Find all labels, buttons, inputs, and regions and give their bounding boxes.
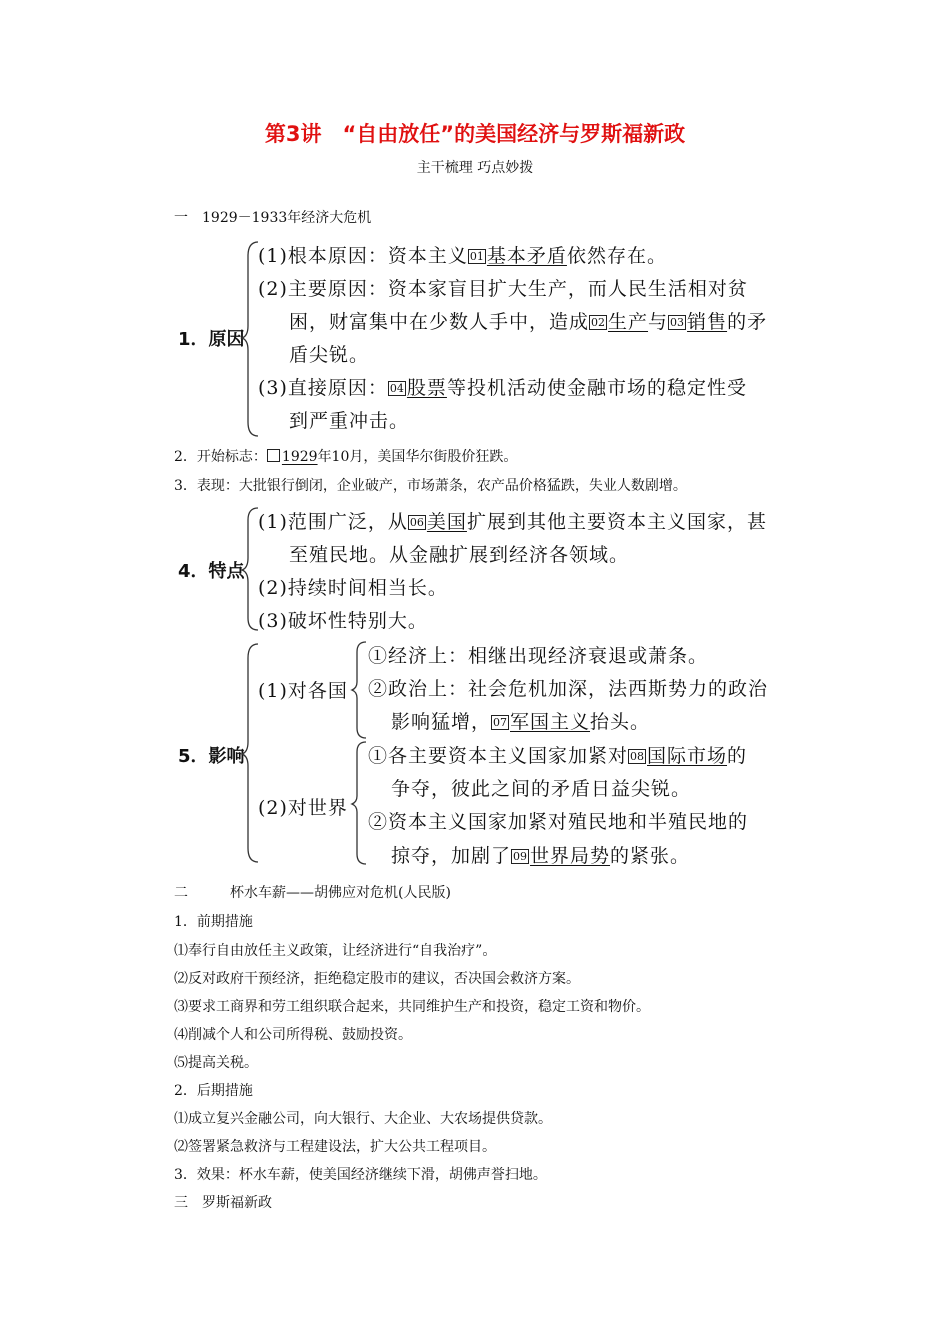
answer-box-icon xyxy=(267,449,280,462)
early-measure-2: ⑵反对政府干预经济，拒绝稳定股市的建议，否决国会救济方案。 xyxy=(174,971,580,987)
early-measure-3: ⑶要求工商界和劳工组织联合起来，共同维护生产和投资，稳定工资和物价。 xyxy=(174,999,650,1015)
late-measure-1: ⑴成立复兴金融公司，向大银行、大企业、大农场提供贷款。 xyxy=(174,1111,552,1127)
early-measure-5: ⑸提高关税。 xyxy=(174,1055,258,1071)
blank-answer-02: 生产 xyxy=(608,311,649,333)
impact-world-line-2: 争夺，彼此之间的矛盾日益尖锐。 xyxy=(391,778,692,800)
section3-heading: 三 罗斯福新政 xyxy=(174,1195,272,1211)
cause-line-4: 盾尖锐。 xyxy=(289,344,370,366)
blank-number-03: 03 xyxy=(670,316,685,329)
impact-world-text-1b: 的 xyxy=(727,745,748,767)
blank-number-07: 07 xyxy=(493,716,508,729)
blank-answer-01: 基本矛盾 xyxy=(486,245,567,267)
impact-world-text-1a: ①各主要资本主义国家加紧对 xyxy=(368,745,629,767)
impact-world-line-4 xyxy=(391,841,690,868)
blank-answer-03: 销售 xyxy=(687,311,728,333)
early-measure-4: ⑷削减个人和公司所得税、鼓励投资。 xyxy=(174,1027,412,1043)
blank-answer-08: 国际市场 xyxy=(647,745,728,767)
section1-heading: 一 1929－1933年经济大危机 xyxy=(174,210,372,226)
cause-text-3a: (3)直接原因： xyxy=(258,377,388,399)
blank-answer-09: 世界局势 xyxy=(530,845,611,867)
page-title: 第3讲 “自由放任”的美国经济与罗斯福新政 xyxy=(264,122,686,146)
impact-world-line-3: ②资本主义国家加紧对殖民地和半殖民地的 xyxy=(368,811,749,833)
feature-line-2: 至殖民地。从金融扩展到经济各领域。 xyxy=(289,544,630,566)
feature-text-1b: 扩展到其他主要资本主义国家，甚 xyxy=(466,511,767,533)
cause-text-2c: 与 xyxy=(648,311,669,333)
cause-line-6: 到严重冲击。 xyxy=(289,410,410,432)
blank-number-08: 08 xyxy=(630,750,645,763)
cause-text-2d: 的矛 xyxy=(727,311,768,333)
blank-number-06: 06 xyxy=(409,516,424,529)
cause-brace xyxy=(240,240,260,440)
blank-number-09: 09 xyxy=(513,850,528,863)
cause-line-2: (2)主要原因：资本家盲目扩大生产，而人民生活相对贫 xyxy=(258,278,748,300)
cause-text-1b: 依然存在。 xyxy=(566,245,667,267)
hoover-effect: 3．效果：杯水车薪，使美国经济继续下滑，胡佛声誉扫地。 xyxy=(174,1167,547,1183)
feature-line-3: (2)持续时间相当长。 xyxy=(258,577,448,599)
impact-world-brace xyxy=(350,740,368,868)
impact-nation-line-1: ①经济上：相继出现经济衰退或萧条。 xyxy=(368,645,709,667)
cause-line-5 xyxy=(258,373,747,400)
early-measures-title: 1．前期措施 xyxy=(174,914,253,930)
cause-text-2b: 困，财富集中在少数人手中，造成 xyxy=(289,311,590,333)
start-sign-prefix: 2．开始标志： xyxy=(174,449,267,465)
blank-number-04: 04 xyxy=(389,382,404,395)
impact-world-line-1 xyxy=(368,741,747,768)
late-measure-2: ⑵签署紧急救济与工程建设法，扩大公共工程项目。 xyxy=(174,1139,496,1155)
impact-label: 5．影响 xyxy=(178,746,245,767)
impact-nation-brace xyxy=(350,640,368,740)
section2-heading: 二 杯水车薪——胡佛应对危机(人民版) xyxy=(174,885,451,901)
feature-text-1a: (1)范围广泛，从 xyxy=(258,511,408,533)
cause-text-3b: 等投机活动使金融市场的稳定性受 xyxy=(446,377,747,399)
cause-line-1 xyxy=(258,241,667,268)
blank-answer-07: 军国主义 xyxy=(510,711,591,733)
impact-nation-label: (1)对各国 xyxy=(258,680,348,702)
impact-world-label: (2)对世界 xyxy=(258,797,348,819)
blank-number-01: 01 xyxy=(469,250,484,263)
feature-line-1 xyxy=(258,507,767,534)
cause-label: 1．原因 xyxy=(178,329,245,350)
cause-line-3 xyxy=(289,307,767,334)
impact-nation-text-3a: 影响猛增， xyxy=(391,711,492,733)
page-subtitle: 主干梳理 巧点妙拨 xyxy=(416,160,534,176)
start-sign-suffix: 年10月，美国华尔街股价狂跌。 xyxy=(317,449,518,465)
start-sign xyxy=(174,446,517,466)
impact-brace xyxy=(240,642,260,866)
impact-nation-line-3 xyxy=(391,707,650,734)
impact-nation-line-2: ②政治上：社会危机加深，法西斯势力的政治 xyxy=(368,678,769,700)
manifestation: 3．表现：大批银行倒闭，企业破产，市场萧条，农产品价格猛跌，失业人数剧增。 xyxy=(174,478,687,494)
feature-line-4: (3)破坏性特别大。 xyxy=(258,610,428,632)
cause-text-1a: (1)根本原因：资本主义 xyxy=(258,245,468,267)
blank-number-02: 02 xyxy=(591,316,606,329)
feature-brace xyxy=(240,506,260,634)
impact-nation-text-3b: 抬头。 xyxy=(590,711,651,733)
impact-world-text-4b: 的紧张。 xyxy=(610,845,691,867)
blank-answer-04: 股票 xyxy=(406,377,447,399)
impact-world-text-4a: 掠夺，加剧了 xyxy=(391,845,512,867)
late-measures-title: 2．后期措施 xyxy=(174,1083,253,1099)
feature-label: 4．特点 xyxy=(178,561,245,582)
blank-answer-06: 美国 xyxy=(426,511,467,533)
early-measure-1: ⑴奉行自由放任主义政策，让经济进行“自我治疗”。 xyxy=(174,943,497,959)
start-sign-year: 1929 xyxy=(281,449,318,465)
